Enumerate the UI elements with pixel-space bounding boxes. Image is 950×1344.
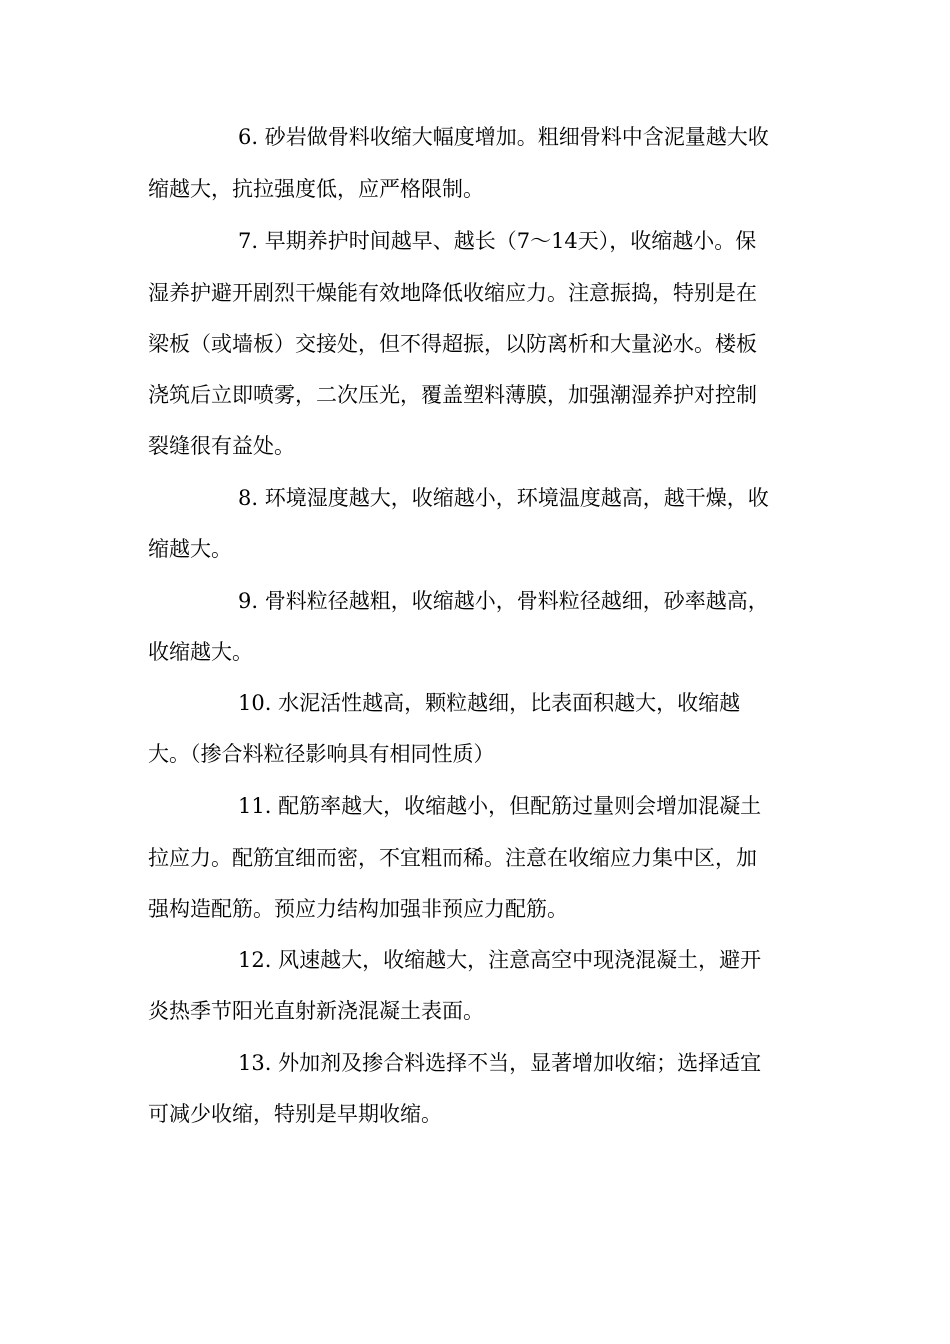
paragraph-7-line-1: 7. 早期养护时间越早、越长（7～14天），收缩越小。保 xyxy=(238,229,757,253)
paragraph-9-line-2: 收缩越大。 xyxy=(148,640,253,664)
paragraph-11-line-3: 强构造配筋。预应力结构加强非预应力配筋。 xyxy=(148,897,568,921)
paragraph-11-line-2: 拉应力。配筋宜细而密，不宜粗而稀。注意在收缩应力集中区，加 xyxy=(148,846,757,870)
paragraph-13-line-2: 可减少收缩，特别是早期收缩。 xyxy=(148,1102,442,1126)
paragraph-7-line-4: 浇筑后立即喷雾，二次压光，覆盖塑料薄膜，加强潮湿养护对控制 xyxy=(148,383,757,407)
paragraph-10-line-2: 大。（掺合料粒径影响具有相同性质） xyxy=(148,742,495,766)
paragraph-9-line-1: 9. 骨料粒径越粗，收缩越小，骨料粒径越细，砂率越高， xyxy=(238,589,769,613)
paragraph-10-line-1: 10. 水泥活性越高，颗粒越细，比表面积越大，收缩越 xyxy=(238,691,741,715)
paragraph-13-line-1: 13. 外加剂及掺合料选择不当，显著增加收缩；选择适宜 xyxy=(238,1051,762,1075)
paragraph-7-line-2: 湿养护避开剧烈干燥能有效地降低收缩应力。注意振捣，特别是在 xyxy=(148,281,757,305)
paragraph-12-line-1: 12. 风速越大，收缩越大，注意高空中现浇混凝土，避开 xyxy=(238,948,762,972)
paragraph-6-line-1: 6. 砂岩做骨料收缩大幅度增加。粗细骨料中含泥量越大收 xyxy=(238,125,769,149)
paragraph-7-line-3: 梁板（或墙板）交接处，但不得超振，以防离析和大量泌水。楼板 xyxy=(148,332,757,356)
paragraph-8-line-2: 缩越大。 xyxy=(148,537,232,561)
paragraph-8-line-1: 8. 环境湿度越大，收缩越小，环境温度越高，越干燥，收 xyxy=(238,486,769,510)
paragraph-7-line-5: 裂缝很有益处。 xyxy=(148,434,295,458)
paragraph-6-line-2: 缩越大，抗拉强度低，应严格限制。 xyxy=(148,177,484,201)
paragraph-11-line-1: 11. 配筋率越大，收缩越小，但配筋过量则会增加混凝土 xyxy=(238,794,762,818)
paragraph-12-line-2: 炎热季节阳光直射新浇混凝土表面。 xyxy=(148,999,484,1023)
